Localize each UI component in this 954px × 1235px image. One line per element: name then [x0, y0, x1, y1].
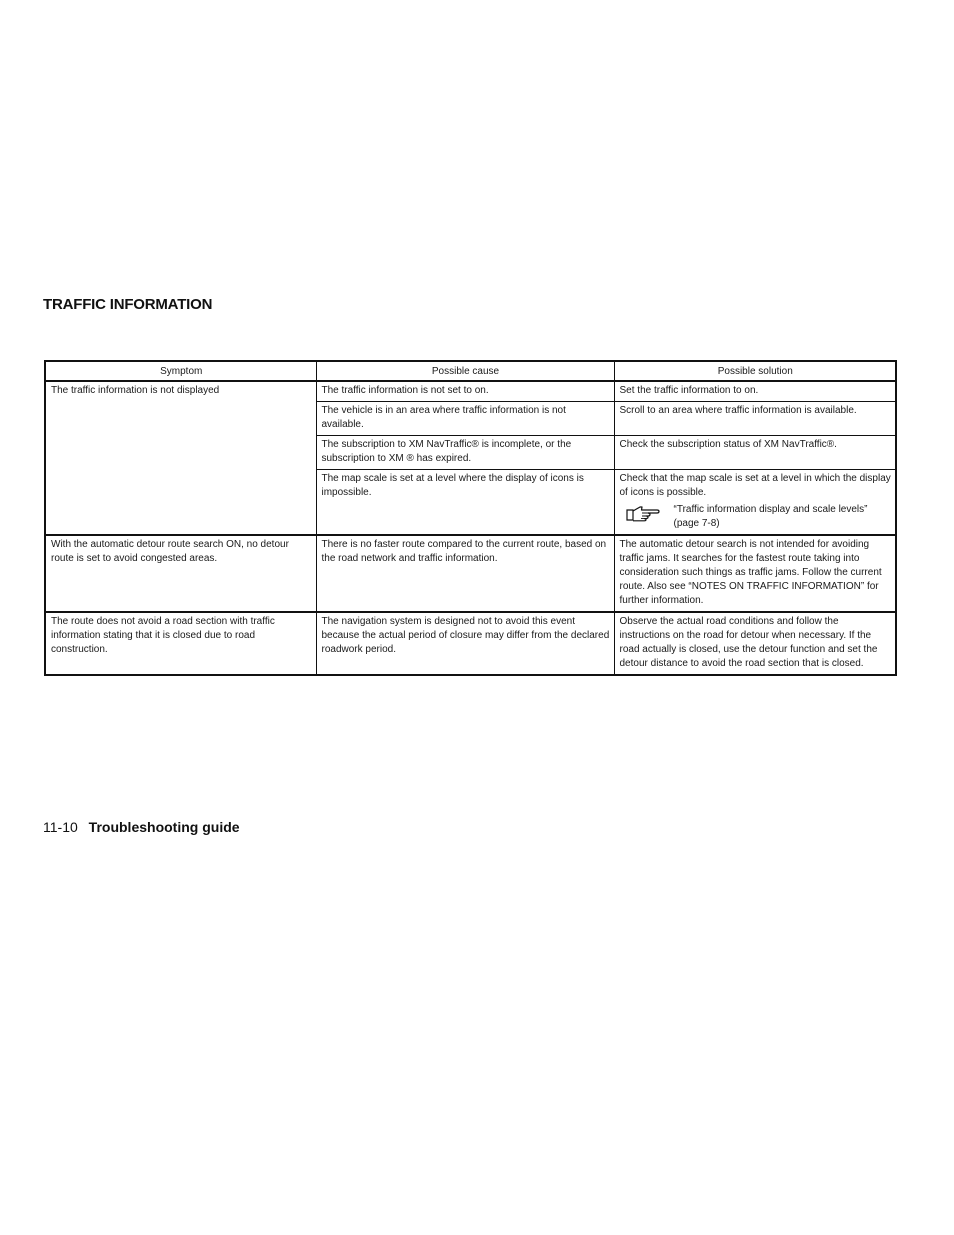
- header-possible-solution: Possible solution: [614, 361, 896, 381]
- page-number: 11-10: [43, 819, 78, 835]
- cause-cell: The subscription to XM NavTraffic® is incomplete, or the subscription to XM ® has expired.: [316, 436, 614, 470]
- reference-text: “Traffic information display and scale levels” (page 7-8): [673, 504, 868, 529]
- cause-cell: There is no faster route compared to the current route, based on the road network and traffic information.: [316, 535, 614, 612]
- header-possible-cause: Possible cause: [316, 361, 614, 381]
- table-row: [45, 535, 896, 612]
- troubleshooting-table: [44, 360, 897, 676]
- table-row: [45, 612, 896, 675]
- solution-cell: Check the subscription status of XM NavTraffic®.: [614, 436, 896, 470]
- symptom-cell: The traffic information is not displayed: [45, 381, 316, 535]
- page-footer: [43, 819, 240, 835]
- hand-pointer-icon: [626, 504, 664, 522]
- page-reference: [620, 504, 892, 531]
- cause-cell: The traffic information is not set to on.: [316, 381, 614, 402]
- solution-cell: [614, 470, 896, 536]
- cause-cell: The map scale is set at a level where the display of icons is impossible.: [316, 470, 614, 536]
- solution-cell: Scroll to an area where traffic information is available.: [614, 402, 896, 436]
- table-row: [45, 381, 896, 402]
- table-header-row: [45, 361, 896, 381]
- cause-cell: The navigation system is designed not to avoid this event because the actual period of closure may differ from the declared roadwork period.: [316, 612, 614, 675]
- symptom-cell: The route does not avoid a road section with traffic information stating that it is closed due to road construction.: [45, 612, 316, 675]
- header-symptom: Symptom: [45, 361, 316, 381]
- solution-text: Check that the map scale is set at a level in which the display of icons is possible.: [619, 473, 891, 498]
- cause-cell: The vehicle is in an area where traffic information is not available.: [316, 402, 614, 436]
- section-title: TRAFFIC INFORMATION: [43, 296, 213, 313]
- chapter-title: Troubleshooting guide: [88, 819, 240, 835]
- symptom-cell: With the automatic detour route search ON, no detour route is set to avoid congested areas.: [45, 535, 316, 612]
- solution-cell: Set the traffic information to on.: [614, 381, 896, 402]
- solution-cell: The automatic detour search is not intended for avoiding traffic jams. It searches for the fastest route taking into consideration such things as traffic jams. Follow the current route. Also see “NOTES ON TRAFFIC INFORMATION” for further information.: [614, 535, 896, 612]
- solution-cell: Observe the actual road conditions and follow the instructions on the road for detour when necessary. If the road actually is closed, use the detour function and set the detour distance to avoid the road section that is closed.: [614, 612, 896, 675]
